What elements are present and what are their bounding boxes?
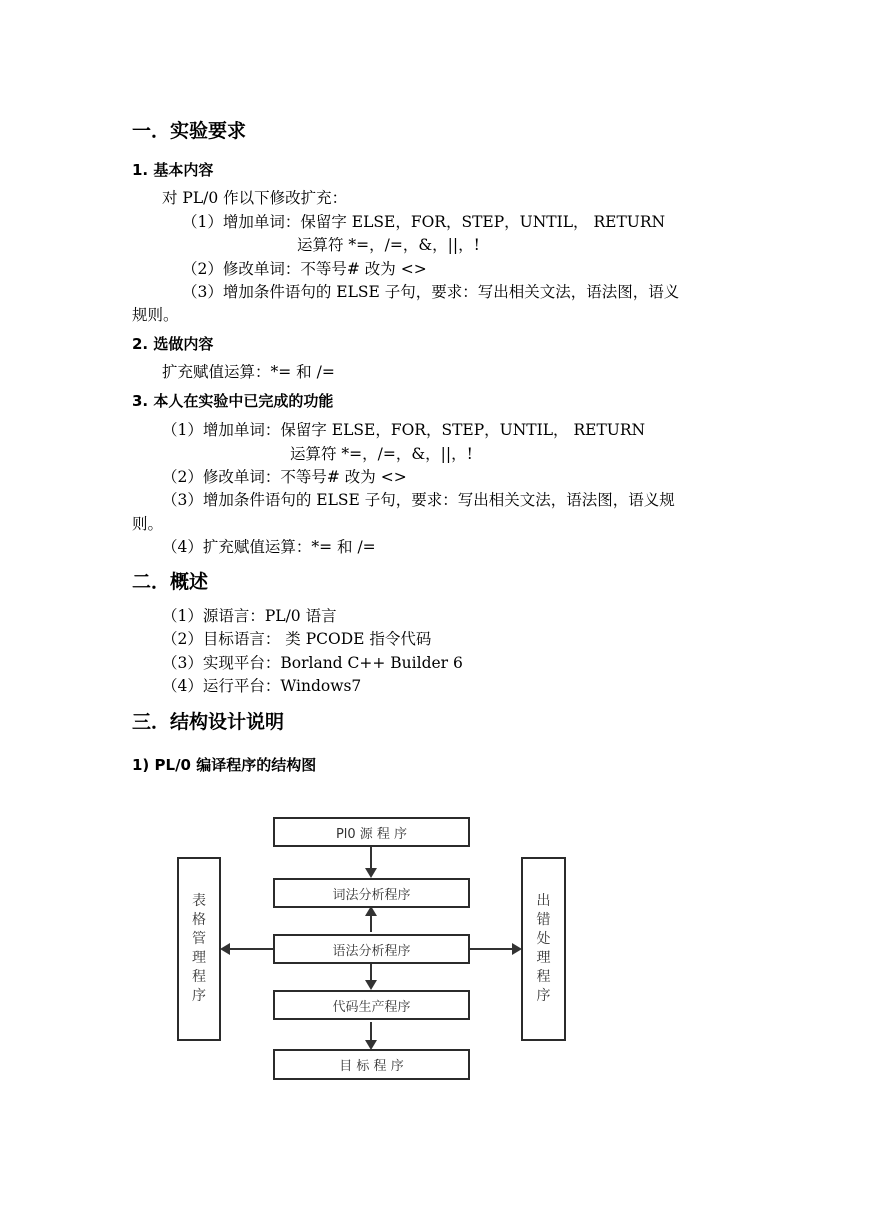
- box-syntax-analyzer: 语法分析程序: [273, 934, 470, 964]
- box-source-program: Pl0 源 程 序: [273, 817, 470, 847]
- completed-item-4: （4）扩充赋值运算：*= 和 /=: [162, 538, 376, 556]
- box-target-program: 目 标 程 序: [273, 1049, 470, 1080]
- table-management-label: 表格管理程序: [192, 893, 206, 1004]
- subheading-basic-content: 1. 基本内容: [132, 161, 214, 179]
- completed-item-3-line1: （3）增加条件语句的 ELSE 子句，要求：写出相关文法，语法图，语义规: [162, 491, 675, 509]
- box-lexical-analyzer: 词法分析程序: [273, 878, 470, 908]
- subheading-optional-content: 2. 选做内容: [132, 335, 214, 353]
- subheading-compiler-structure: 1) PL/0 编译程序的结构图: [132, 756, 317, 774]
- section-heading-overview: 二．概述: [132, 571, 209, 593]
- error-handling-label: 出错处理程序: [536, 893, 551, 1004]
- completed-item-1-operators: 运算符 *=，/=，&，||，!: [290, 445, 473, 463]
- overview-item-runtime: （4）运行平台：Windows7: [162, 677, 362, 695]
- box-error-handling: [521, 857, 566, 1041]
- basic-item-1-keywords: （1）增加单词：保留字 ELSE，FOR，STEP，UNTIL， RETURN: [182, 213, 666, 231]
- overview-item-source-language: （1）源语言：PL/0 语言: [162, 607, 337, 625]
- subheading-completed-features: 3. 本人在实验中已完成的功能: [132, 392, 334, 410]
- box-table-management: [177, 857, 221, 1041]
- arrowhead-left-table: [220, 943, 230, 955]
- basic-content-intro: 对 PL/0 作以下修改扩充：: [162, 189, 348, 207]
- arrowhead-down-codegen: [365, 980, 377, 990]
- completed-item-2: （2）修改单词：不等号# 改为 <>: [162, 468, 407, 486]
- optional-content-text: 扩充赋值运算：*= 和 /=: [162, 363, 335, 381]
- basic-item-1-operators: 运算符 *=，/=，&，||，!: [297, 236, 480, 254]
- section-heading-structure-design: 三．结构设计说明: [132, 711, 285, 733]
- overview-item-target-language: （2）目标语言： 类 PCODE 指令代码: [162, 630, 432, 648]
- basic-item-3-line2: 规则。: [132, 306, 179, 324]
- arrowhead-down-lexer: [365, 868, 377, 878]
- basic-item-2: （2）修改单词：不等号# 改为 <>: [182, 260, 427, 278]
- completed-item-3-line2: 则。: [132, 515, 164, 533]
- box-code-generator: 代码生产程序: [273, 990, 470, 1020]
- overview-item-platform: （3）实现平台：Borland C++ Builder 6: [162, 654, 463, 672]
- basic-item-3-line1: （3）增加条件语句的 ELSE 子句，要求：写出相关文法，语法图，语义: [182, 283, 680, 301]
- completed-item-1-keywords: （1）增加单词：保留字 ELSE，FOR，STEP，UNTIL， RETURN: [162, 421, 646, 439]
- section-heading-requirements: 一．实验要求: [132, 120, 247, 142]
